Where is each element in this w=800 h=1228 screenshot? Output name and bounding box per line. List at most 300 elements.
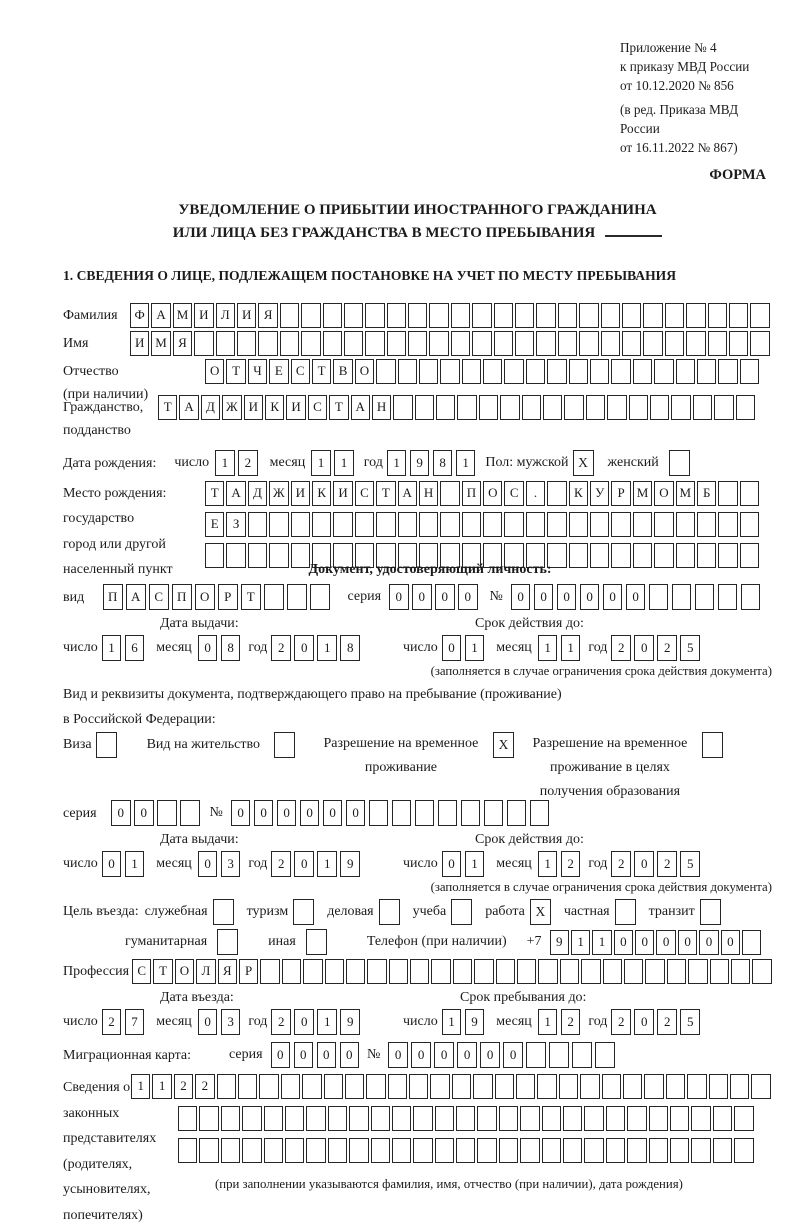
form-cell[interactable] xyxy=(516,1074,535,1099)
form-cell[interactable] xyxy=(367,959,386,984)
form-cell[interactable] xyxy=(718,359,737,384)
form-cell[interactable]: С xyxy=(504,481,523,506)
form-cell[interactable] xyxy=(217,1074,236,1099)
form-cell[interactable]: 1 xyxy=(465,851,485,877)
form-cell[interactable]: А xyxy=(226,481,245,506)
form-cell[interactable] xyxy=(248,512,267,537)
form-cell[interactable] xyxy=(752,959,771,984)
form-cell[interactable]: 1 xyxy=(131,1074,150,1099)
form-cell[interactable]: 1 xyxy=(311,450,331,476)
form-cell[interactable]: 1 xyxy=(215,450,235,476)
form-cell[interactable]: 0 xyxy=(300,800,320,826)
form-cell[interactable] xyxy=(750,331,769,356)
form-cell[interactable] xyxy=(440,481,459,506)
form-cell[interactable]: 0 xyxy=(294,851,314,877)
form-cell[interactable]: 9 xyxy=(340,851,360,877)
form-cell[interactable] xyxy=(667,959,686,984)
form-cell[interactable] xyxy=(543,395,562,420)
form-cell[interactable] xyxy=(387,331,406,356)
form-cell[interactable] xyxy=(536,303,555,328)
form-cell[interactable] xyxy=(408,303,427,328)
form-cell[interactable] xyxy=(671,395,690,420)
form-cell[interactable] xyxy=(456,1106,475,1131)
form-cell[interactable]: Я xyxy=(173,331,192,356)
form-cell[interactable] xyxy=(302,1074,321,1099)
form-cell[interactable] xyxy=(328,1138,347,1163)
form-cell[interactable] xyxy=(564,395,583,420)
form-cell[interactable] xyxy=(670,1138,689,1163)
form-cell[interactable]: С xyxy=(149,584,169,610)
form-cell[interactable]: С xyxy=(291,359,310,384)
form-cell[interactable] xyxy=(676,359,695,384)
form-cell[interactable] xyxy=(558,303,577,328)
form-cell[interactable] xyxy=(522,395,541,420)
form-cell[interactable] xyxy=(310,584,330,610)
form-cell[interactable] xyxy=(436,395,455,420)
form-cell[interactable] xyxy=(676,512,695,537)
form-cell[interactable] xyxy=(349,1106,368,1131)
form-cell[interactable] xyxy=(606,1138,625,1163)
form-cell[interactable]: 2 xyxy=(611,851,631,877)
form-cell[interactable] xyxy=(408,331,427,356)
form-cell[interactable]: 8 xyxy=(340,635,360,661)
form-cell[interactable] xyxy=(285,1106,304,1131)
form-cell[interactable] xyxy=(264,1138,283,1163)
form-cell[interactable] xyxy=(344,303,363,328)
form-cell[interactable] xyxy=(536,331,555,356)
form-cell[interactable]: 0 xyxy=(435,584,455,610)
form-cell[interactable]: 0 xyxy=(412,584,432,610)
form-cell[interactable]: А xyxy=(179,395,198,420)
form-cell[interactable]: И xyxy=(130,331,149,356)
form-cell[interactable] xyxy=(751,1074,770,1099)
form-cell[interactable] xyxy=(285,1138,304,1163)
form-cell[interactable]: Р xyxy=(239,959,258,984)
form-cell[interactable] xyxy=(282,959,301,984)
form-cell[interactable] xyxy=(645,959,664,984)
form-cell[interactable]: В xyxy=(333,359,352,384)
form-cell[interactable] xyxy=(742,930,761,955)
form-cell[interactable] xyxy=(526,1042,546,1068)
form-cell[interactable] xyxy=(580,1074,599,1099)
form-cell[interactable] xyxy=(392,800,412,826)
form-cell[interactable]: М xyxy=(676,481,695,506)
form-cell[interactable]: 0 xyxy=(198,851,218,877)
form-cell[interactable] xyxy=(627,1138,646,1163)
form-cell[interactable]: 0 xyxy=(626,584,646,610)
form-cell[interactable]: 0 xyxy=(699,930,718,955)
form-cell[interactable]: 0 xyxy=(480,1042,500,1068)
form-cell[interactable] xyxy=(672,584,692,610)
form-cell[interactable]: 2 xyxy=(195,1074,214,1099)
purpose-official-checkbox[interactable] xyxy=(213,899,234,925)
form-cell[interactable]: Р xyxy=(611,481,630,506)
form-cell[interactable]: 0 xyxy=(458,584,478,610)
form-cell[interactable]: О xyxy=(483,481,502,506)
form-cell[interactable]: 0 xyxy=(231,800,251,826)
form-cell[interactable] xyxy=(344,331,363,356)
form-cell[interactable] xyxy=(713,1138,732,1163)
form-cell[interactable] xyxy=(157,800,177,826)
form-cell[interactable] xyxy=(606,1106,625,1131)
form-cell[interactable] xyxy=(409,1074,428,1099)
form-cell[interactable] xyxy=(429,331,448,356)
form-cell[interactable] xyxy=(649,584,669,610)
form-cell[interactable] xyxy=(559,1074,578,1099)
purpose-private-checkbox[interactable] xyxy=(615,899,636,925)
form-cell[interactable] xyxy=(457,395,476,420)
form-cell[interactable] xyxy=(563,1138,582,1163)
form-cell[interactable]: 0 xyxy=(457,1042,477,1068)
form-cell[interactable] xyxy=(603,959,622,984)
form-cell[interactable] xyxy=(731,959,750,984)
form-cell[interactable] xyxy=(666,1074,685,1099)
form-cell[interactable] xyxy=(376,512,395,537)
form-cell[interactable] xyxy=(710,959,729,984)
form-cell[interactable] xyxy=(542,1138,561,1163)
purpose-business-checkbox[interactable] xyxy=(379,899,400,925)
form-cell[interactable] xyxy=(622,303,641,328)
form-cell[interactable] xyxy=(366,1074,385,1099)
form-cell[interactable]: М xyxy=(173,303,192,328)
form-cell[interactable] xyxy=(376,359,395,384)
form-cell[interactable] xyxy=(741,584,761,610)
form-cell[interactable]: 0 xyxy=(634,851,654,877)
form-cell[interactable]: 1 xyxy=(102,635,122,661)
form-cell[interactable] xyxy=(740,359,759,384)
form-cell[interactable]: 0 xyxy=(503,1042,523,1068)
form-cell[interactable]: 0 xyxy=(411,1042,431,1068)
form-cell[interactable] xyxy=(601,303,620,328)
form-cell[interactable] xyxy=(392,1106,411,1131)
form-cell[interactable] xyxy=(472,303,491,328)
form-cell[interactable] xyxy=(691,1138,710,1163)
form-cell[interactable] xyxy=(306,1106,325,1131)
form-cell[interactable] xyxy=(264,584,284,610)
form-cell[interactable] xyxy=(453,959,472,984)
form-cell[interactable] xyxy=(369,800,389,826)
form-cell[interactable]: П xyxy=(462,481,481,506)
form-cell[interactable] xyxy=(740,512,759,537)
purpose-humanitarian-checkbox[interactable] xyxy=(217,929,238,955)
form-cell[interactable]: 0 xyxy=(198,1009,218,1035)
form-cell[interactable] xyxy=(697,512,716,537)
form-cell[interactable]: 2 xyxy=(561,851,581,877)
form-cell[interactable] xyxy=(281,1074,300,1099)
form-cell[interactable]: И xyxy=(333,481,352,506)
form-cell[interactable]: О xyxy=(355,359,374,384)
form-cell[interactable]: К xyxy=(312,481,331,506)
form-cell[interactable]: 1 xyxy=(442,1009,462,1035)
form-cell[interactable]: Ж xyxy=(222,395,241,420)
form-cell[interactable]: Д xyxy=(201,395,220,420)
form-cell[interactable] xyxy=(542,1106,561,1131)
form-cell[interactable] xyxy=(507,800,527,826)
form-cell[interactable] xyxy=(665,303,684,328)
form-cell[interactable]: 2 xyxy=(271,1009,291,1035)
form-cell[interactable]: 2 xyxy=(657,635,677,661)
form-cell[interactable]: Т xyxy=(153,959,172,984)
form-cell[interactable] xyxy=(670,1106,689,1131)
form-cell[interactable] xyxy=(345,1074,364,1099)
form-cell[interactable]: М xyxy=(151,331,170,356)
form-cell[interactable] xyxy=(451,331,470,356)
form-cell[interactable]: О xyxy=(175,959,194,984)
form-cell[interactable]: С xyxy=(132,959,151,984)
form-cell[interactable]: А xyxy=(126,584,146,610)
form-cell[interactable] xyxy=(494,303,513,328)
form-cell[interactable] xyxy=(691,1106,710,1131)
form-cell[interactable] xyxy=(413,1106,432,1131)
purpose-tourism-checkbox[interactable] xyxy=(293,899,314,925)
form-cell[interactable] xyxy=(221,1106,240,1131)
form-cell[interactable] xyxy=(558,331,577,356)
form-cell[interactable]: 8 xyxy=(221,635,241,661)
form-cell[interactable]: Р xyxy=(218,584,238,610)
form-cell[interactable] xyxy=(389,959,408,984)
form-cell[interactable]: 1 xyxy=(334,450,354,476)
form-cell[interactable]: 0 xyxy=(277,800,297,826)
form-cell[interactable] xyxy=(301,331,320,356)
form-cell[interactable]: О xyxy=(195,584,215,610)
form-cell[interactable]: 0 xyxy=(614,930,633,955)
form-cell[interactable] xyxy=(729,303,748,328)
form-cell[interactable] xyxy=(264,1106,283,1131)
form-cell[interactable] xyxy=(633,359,652,384)
form-cell[interactable] xyxy=(686,303,705,328)
form-cell[interactable] xyxy=(280,303,299,328)
form-cell[interactable] xyxy=(520,1106,539,1131)
sex-male-checkbox[interactable]: X xyxy=(573,450,594,476)
form-cell[interactable] xyxy=(547,512,566,537)
form-cell[interactable] xyxy=(242,1106,261,1131)
form-cell[interactable] xyxy=(355,512,374,537)
form-cell[interactable] xyxy=(687,1074,706,1099)
form-cell[interactable] xyxy=(306,1138,325,1163)
form-cell[interactable] xyxy=(429,303,448,328)
form-cell[interactable]: Б xyxy=(697,481,716,506)
form-cell[interactable] xyxy=(590,512,609,537)
form-cell[interactable]: 2 xyxy=(174,1074,193,1099)
form-cell[interactable] xyxy=(695,584,715,610)
form-cell[interactable]: И xyxy=(286,395,305,420)
form-cell[interactable]: 3 xyxy=(221,1009,241,1035)
form-cell[interactable] xyxy=(650,395,669,420)
form-cell[interactable]: 1 xyxy=(387,450,407,476)
form-cell[interactable]: 2 xyxy=(657,851,677,877)
form-cell[interactable] xyxy=(216,331,235,356)
form-cell[interactable]: 2 xyxy=(102,1009,122,1035)
form-cell[interactable]: М xyxy=(633,481,652,506)
form-cell[interactable]: 1 xyxy=(538,635,558,661)
form-cell[interactable] xyxy=(287,584,307,610)
form-cell[interactable]: А xyxy=(398,481,417,506)
purpose-transit-checkbox[interactable] xyxy=(700,899,721,925)
form-cell[interactable]: Е xyxy=(269,359,288,384)
form-cell[interactable]: 0 xyxy=(340,1042,360,1068)
form-cell[interactable] xyxy=(328,1106,347,1131)
form-cell[interactable]: 0 xyxy=(134,800,154,826)
form-cell[interactable]: 1 xyxy=(561,635,581,661)
form-cell[interactable] xyxy=(537,1074,556,1099)
form-cell[interactable] xyxy=(665,331,684,356)
form-cell[interactable]: 0 xyxy=(656,930,675,955)
form-cell[interactable] xyxy=(644,1074,663,1099)
form-cell[interactable] xyxy=(178,1106,197,1131)
form-cell[interactable] xyxy=(349,1138,368,1163)
form-cell[interactable] xyxy=(688,959,707,984)
form-cell[interactable] xyxy=(477,1138,496,1163)
form-cell[interactable]: У xyxy=(590,481,609,506)
form-cell[interactable]: 0 xyxy=(434,1042,454,1068)
form-cell[interactable]: 0 xyxy=(442,851,462,877)
form-cell[interactable] xyxy=(526,359,545,384)
form-cell[interactable] xyxy=(713,1106,732,1131)
purpose-work-checkbox[interactable]: X xyxy=(530,899,551,925)
form-cell[interactable] xyxy=(456,1138,475,1163)
form-cell[interactable]: 0 xyxy=(271,1042,291,1068)
form-cell[interactable] xyxy=(709,1074,728,1099)
form-cell[interactable] xyxy=(415,800,435,826)
form-cell[interactable]: 0 xyxy=(580,584,600,610)
form-cell[interactable]: И xyxy=(237,303,256,328)
form-cell[interactable] xyxy=(483,512,502,537)
form-cell[interactable] xyxy=(750,303,769,328)
form-cell[interactable] xyxy=(238,1074,257,1099)
form-cell[interactable]: Е xyxy=(205,512,224,537)
form-cell[interactable] xyxy=(530,800,550,826)
form-cell[interactable] xyxy=(435,1138,454,1163)
form-cell[interactable] xyxy=(388,1074,407,1099)
form-cell[interactable] xyxy=(494,331,513,356)
form-cell[interactable]: Я xyxy=(218,959,237,984)
form-cell[interactable]: 7 xyxy=(125,1009,145,1035)
form-cell[interactable] xyxy=(602,1074,621,1099)
form-cell[interactable] xyxy=(333,512,352,537)
form-cell[interactable] xyxy=(484,800,504,826)
form-cell[interactable]: Т xyxy=(226,359,245,384)
form-cell[interactable] xyxy=(515,331,534,356)
form-cell[interactable] xyxy=(590,359,609,384)
form-cell[interactable]: Ч xyxy=(248,359,267,384)
form-cell[interactable]: 9 xyxy=(465,1009,485,1035)
form-cell[interactable]: 0 xyxy=(557,584,577,610)
form-cell[interactable] xyxy=(643,303,662,328)
form-cell[interactable]: 1 xyxy=(465,635,485,661)
form-cell[interactable]: З xyxy=(226,512,245,537)
form-cell[interactable]: 1 xyxy=(456,450,476,476)
form-cell[interactable]: Я xyxy=(258,303,277,328)
form-cell[interactable]: 0 xyxy=(102,851,122,877)
form-cell[interactable] xyxy=(586,395,605,420)
form-cell[interactable] xyxy=(280,331,299,356)
form-cell[interactable]: 0 xyxy=(294,1009,314,1035)
form-cell[interactable] xyxy=(194,331,213,356)
form-cell[interactable]: А xyxy=(351,395,370,420)
form-cell[interactable] xyxy=(472,331,491,356)
form-cell[interactable] xyxy=(301,303,320,328)
form-cell[interactable] xyxy=(199,1138,218,1163)
form-cell[interactable]: П xyxy=(103,584,123,610)
form-cell[interactable]: Н xyxy=(419,481,438,506)
form-cell[interactable] xyxy=(517,959,536,984)
form-cell[interactable]: 9 xyxy=(550,930,569,955)
form-cell[interactable] xyxy=(581,959,600,984)
form-cell[interactable]: . xyxy=(526,481,545,506)
form-cell[interactable] xyxy=(461,800,481,826)
form-cell[interactable] xyxy=(431,959,450,984)
form-cell[interactable] xyxy=(242,1138,261,1163)
form-cell[interactable]: 1 xyxy=(592,930,611,955)
form-cell[interactable]: 2 xyxy=(611,635,631,661)
form-cell[interactable] xyxy=(323,303,342,328)
form-cell[interactable]: 9 xyxy=(340,1009,360,1035)
form-cell[interactable] xyxy=(611,512,630,537)
form-cell[interactable]: 0 xyxy=(294,635,314,661)
form-cell[interactable] xyxy=(258,331,277,356)
form-cell[interactable]: 0 xyxy=(511,584,531,610)
form-cell[interactable] xyxy=(440,359,459,384)
form-cell[interactable]: 1 xyxy=(152,1074,171,1099)
form-cell[interactable]: 1 xyxy=(125,851,145,877)
form-cell[interactable]: 0 xyxy=(634,1009,654,1035)
form-cell[interactable] xyxy=(259,1074,278,1099)
form-cell[interactable]: 2 xyxy=(611,1009,631,1035)
form-cell[interactable]: 0 xyxy=(721,930,740,955)
form-cell[interactable] xyxy=(410,959,429,984)
purpose-other-checkbox[interactable] xyxy=(306,929,327,955)
form-cell[interactable] xyxy=(303,959,322,984)
temp-residence-education-checkbox[interactable] xyxy=(702,732,723,758)
form-cell[interactable] xyxy=(734,1138,753,1163)
form-cell[interactable] xyxy=(398,512,417,537)
form-cell[interactable]: 1 xyxy=(317,635,337,661)
form-cell[interactable] xyxy=(451,303,470,328)
form-cell[interactable] xyxy=(199,1106,218,1131)
form-cell[interactable] xyxy=(371,1138,390,1163)
form-cell[interactable] xyxy=(714,395,733,420)
form-cell[interactable] xyxy=(718,481,737,506)
form-cell[interactable] xyxy=(579,331,598,356)
form-cell[interactable]: Ф xyxy=(130,303,149,328)
residence-permit-checkbox[interactable] xyxy=(274,732,295,758)
temp-residence-checkbox[interactable]: X xyxy=(493,732,514,758)
form-cell[interactable] xyxy=(654,359,673,384)
form-cell[interactable] xyxy=(269,512,288,537)
form-cell[interactable] xyxy=(462,512,481,537)
form-cell[interactable]: Ж xyxy=(269,481,288,506)
form-cell[interactable] xyxy=(643,331,662,356)
form-cell[interactable] xyxy=(520,1138,539,1163)
form-cell[interactable] xyxy=(697,359,716,384)
form-cell[interactable]: 2 xyxy=(561,1009,581,1035)
form-cell[interactable] xyxy=(579,303,598,328)
form-cell[interactable] xyxy=(563,1106,582,1131)
form-cell[interactable] xyxy=(477,1106,496,1131)
form-cell[interactable] xyxy=(686,331,705,356)
form-cell[interactable] xyxy=(693,395,712,420)
form-cell[interactable]: Н xyxy=(372,395,391,420)
form-cell[interactable] xyxy=(462,359,481,384)
form-cell[interactable]: О xyxy=(654,481,673,506)
form-cell[interactable] xyxy=(549,1042,569,1068)
form-cell[interactable] xyxy=(474,959,493,984)
form-cell[interactable]: 1 xyxy=(538,1009,558,1035)
form-cell[interactable]: 5 xyxy=(680,851,700,877)
form-cell[interactable] xyxy=(430,1074,449,1099)
form-cell[interactable] xyxy=(526,512,545,537)
form-cell[interactable] xyxy=(325,959,344,984)
